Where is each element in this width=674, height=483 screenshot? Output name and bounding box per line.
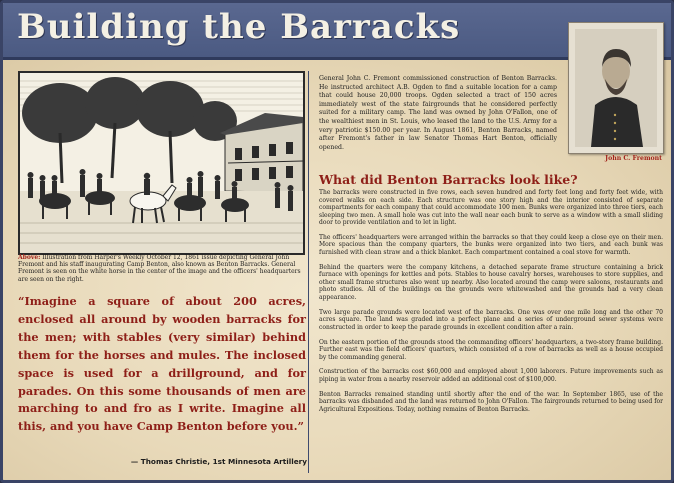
illustration-caption	[18, 254, 304, 283]
body-text	[319, 189, 663, 421]
paragraph: On the eastern portion of the grounds stood the commanding officers' headquarters, a two-story frame building. Further east was the field officers' quarters, which consisted of a row of barracks as well as a house occupied by the commanding general.	[319, 338, 663, 361]
caption-lead: Above:	[18, 254, 41, 261]
paragraph: Benton Barracks remained standing until shortly after the end of the war. In September 1865, use of the barracks was disbanded and the land was returned to John O'Fallon. The fairgrounds returned to being used for Agricultural Expositions. Today, nothing remains of Benton Barracks.	[319, 390, 663, 413]
paragraph: Construction of the barracks cost $60,000 and employed about 1,000 laborers. Future improvements such as piping in water from a nearby reservoir added an additional cost of $100,000.	[319, 368, 663, 383]
paragraph: The barracks were constructed in five rows, each seven hundred and forty feet long and forty feet wide, with covered walks on each side. Each structure was one story high and the interior consisted of separate compartments for each company that could accommodate 100 men. Bunks were organized into three tiers, each sleeping two men. A small hole was cut into the wall near each bunk to serve as a window with a small sliding door to provide ventilation and to let in light.	[319, 189, 663, 226]
fremont-portrait	[568, 22, 664, 154]
engraving-drawing	[20, 73, 303, 253]
intro-paragraph: General John C. Fremont commissioned construction of Benton Barracks. He instructed architect A.B. Ogden to find a suitable location for a camp that could house 20,000 troops. Ogden selected a tract of 150 acres immediately west of the state fairgrounds that he considered perfectly suited for a military camp. The land was owned by John O'Fallon, one of the wealthiest men in St. Louis, who leased the land to the U.S. Army for a very patriotic $150.00 per year. In August 1861, Benton Barracks, named after Fremont's father in law Senator Thomas Hart Benton, officially opened.	[319, 75, 557, 151]
paragraph: Two large parade grounds were located west of the barracks. One was over one mile long and the other 70 acres square. The land was graded into a perfect plane and a series of underground sewer systems were constructed in order to keep the parade grounds in excellent condition after a rain.	[319, 308, 663, 331]
section-heading: What did Benton Barracks look like?	[319, 172, 578, 187]
paragraph: Behind the quarters were the company kitchens, a detached separate frame structure containing a brick furnace with openings for kettles and pots. Stables to house cavalry horses, warehouses to store supplies, and other small frame structures also went up nearby. Also located around the camp were saloons, restaurants and photo studios. All of the buildings on the grounds were whitewashed and the grounds had a very clean appearance.	[319, 263, 663, 301]
paragraph: The officers' headquarters were arranged within the barracks so that they could keep a close eye on their men. More spacious than the company quarters, the bunks were organized into two tiers, and each bunk was furnished with clean straw and a thick blanket. Each compartment contained a coal stove for warmth.	[319, 233, 663, 256]
column-divider	[308, 71, 309, 473]
page-title: Building the Barracks	[17, 7, 461, 47]
portrait-caption: John C. Fremont	[605, 155, 662, 162]
quote-attribution: — Thomas Christie, 1st Minnesota Artillery	[130, 457, 307, 466]
caption-text: Illustration from Harper's Weekly October 12, 1861 issue depicting General John Fremont and his staff inaugurating Camp Benton, also known as Benton Barracks. General Fremont is seen on the white horse in the center of the image and the officers' headquarters are seen on the right.	[18, 254, 301, 283]
harpers-weekly-illustration	[18, 71, 305, 255]
pull-quote: “Imagine a square of about 200 acres, enclosed all around by wooden barracks for the men; with stables (very similar) behind them for the horses and mules. The inclosed space is used for a drillground, and for parades. On this some thousands of men are marching to and fro as I write. Imagine all this, and you have Camp Benton before you.”	[18, 294, 306, 434]
portrait-photo	[569, 23, 663, 153]
